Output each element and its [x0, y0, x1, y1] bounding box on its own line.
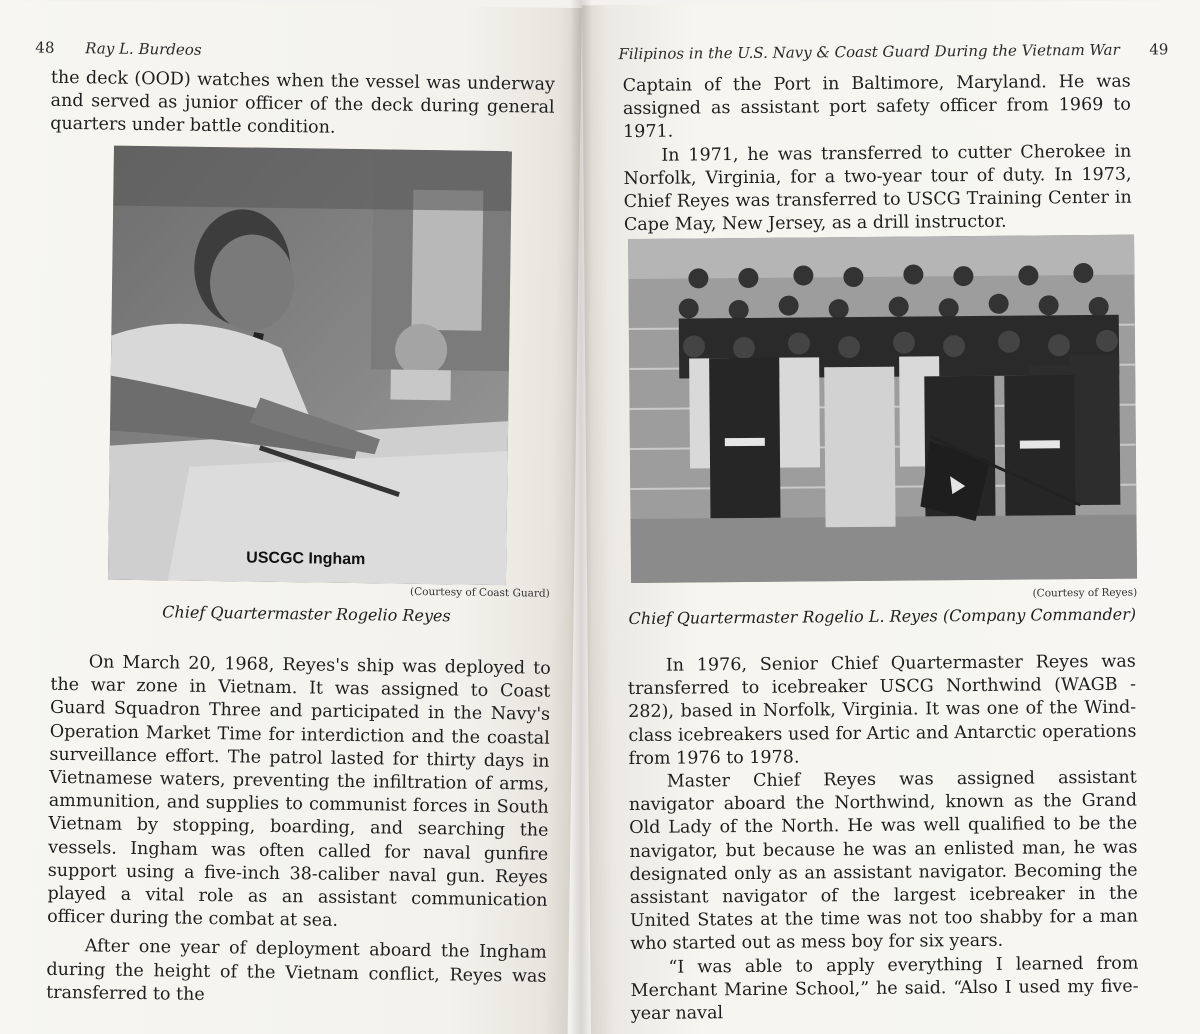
left-photo-credit: (Courtesy of Coast Guard) — [410, 585, 550, 600]
book-gutter — [570, 0, 592, 1034]
right-top-paragraph-1: Captain of the Port in Baltimore, Maryland. He was assigned as assistant port safety officer from 1969 to 1971. — [622, 71, 1131, 143]
right-running-head-title: Filipinos in the U.S. Navy & Coast Guard During the Vietnam War — [618, 40, 1120, 64]
right-body-text — [628, 651, 1139, 1027]
left-top-text — [50, 67, 555, 144]
right-top-text — [623, 71, 1132, 238]
right-page — [582, 0, 1200, 1034]
right-paragraph-3: “I was able to apply everything I learned from Merchant Marine School,” he said. “Also I used my five-year naval — [630, 953, 1139, 1025]
right-photo-caption: Chief Quartermaster Rogelio L. Reyes (Company Commander) — [628, 604, 1137, 629]
photo-company-group — [628, 235, 1137, 583]
left-running-head — [35, 38, 202, 58]
left-page-number: 48 — [35, 38, 55, 57]
left-top-paragraph: the deck (OOD) watches when the vessel was underway and served as junior officer of the deck during general quarters under battle condition. — [50, 67, 556, 139]
right-paragraph-2: Master Chief Reyes was assigned assistant navigator aboard the Northwind, known as the Grand Old Lady of the North. He was well qualified to be the navigator, but because he was an enlisted man, he was designated only as an assistant navigator. Becoming the assistant navigator of the largest icebreaker in the United States at the time was not too shabby for a man who started out as mess boy for six years. — [628, 767, 1139, 955]
right-running-head — [618, 40, 1168, 63]
photo-label-uscgc-ingham: USCGC Ingham — [246, 549, 366, 569]
left-page — [0, 0, 582, 1034]
right-paragraph-1: In 1976, Senior Chief Quartermaster Reyes was transferred to icebreaker USCG Northwind (WAGB - 282), based in Norfolk, Virginia. It was one of the Wind-class icebreakers used for Artic and Antarctic operations from 1976 to 1978. — [627, 651, 1137, 769]
photo-group-illustration — [628, 235, 1137, 583]
left-paragraph-1: On March 20, 1968, Reyes's ship was deployed to the war zone in Vietnam. It was assigned to Coast Guard Squadron Three and participated in the Navy's Operation Market Time for interdiction and the coastal surveillance effort. The patrol lasted for thirty days in Vietnamese waters, preventing the infiltration of arms, ammunition, and supplies to communist forces in South Vietnam by stopping, boarding, and searching the vessels. Ingham was often called for naval gunfire support using a five-inch 38-caliber naval gun. Reyes played a vital role as an assistant communication officer during the combat at sea. — [47, 652, 551, 932]
right-top-paragraph-2: In 1971, he was transferred to cutter Cherokee in Norfolk, Virginia, for a two-year tour of duty. In 1973, Chief Reyes was transferred to USCG Training Center in Cape May, New Jersey, as a drill instructor. — [623, 141, 1132, 236]
right-page-number: 49 — [1149, 40, 1169, 59]
left-running-head-title: Ray L. Burdeos — [85, 39, 202, 59]
left-paragraph-2: After one year of deployment aboard the Ingham during the height of the Vietnam conflict, Reyes was transferred to the — [46, 936, 547, 1005]
photo-reyes-illustration — [108, 146, 512, 586]
photo-reyes-chart-table — [108, 146, 512, 586]
left-body-text — [46, 651, 551, 1012]
right-photo-credit: (Courtesy of Reyes) — [1032, 586, 1138, 600]
left-photo-caption: Chief Quartermaster Rogelio Reyes — [162, 602, 451, 626]
